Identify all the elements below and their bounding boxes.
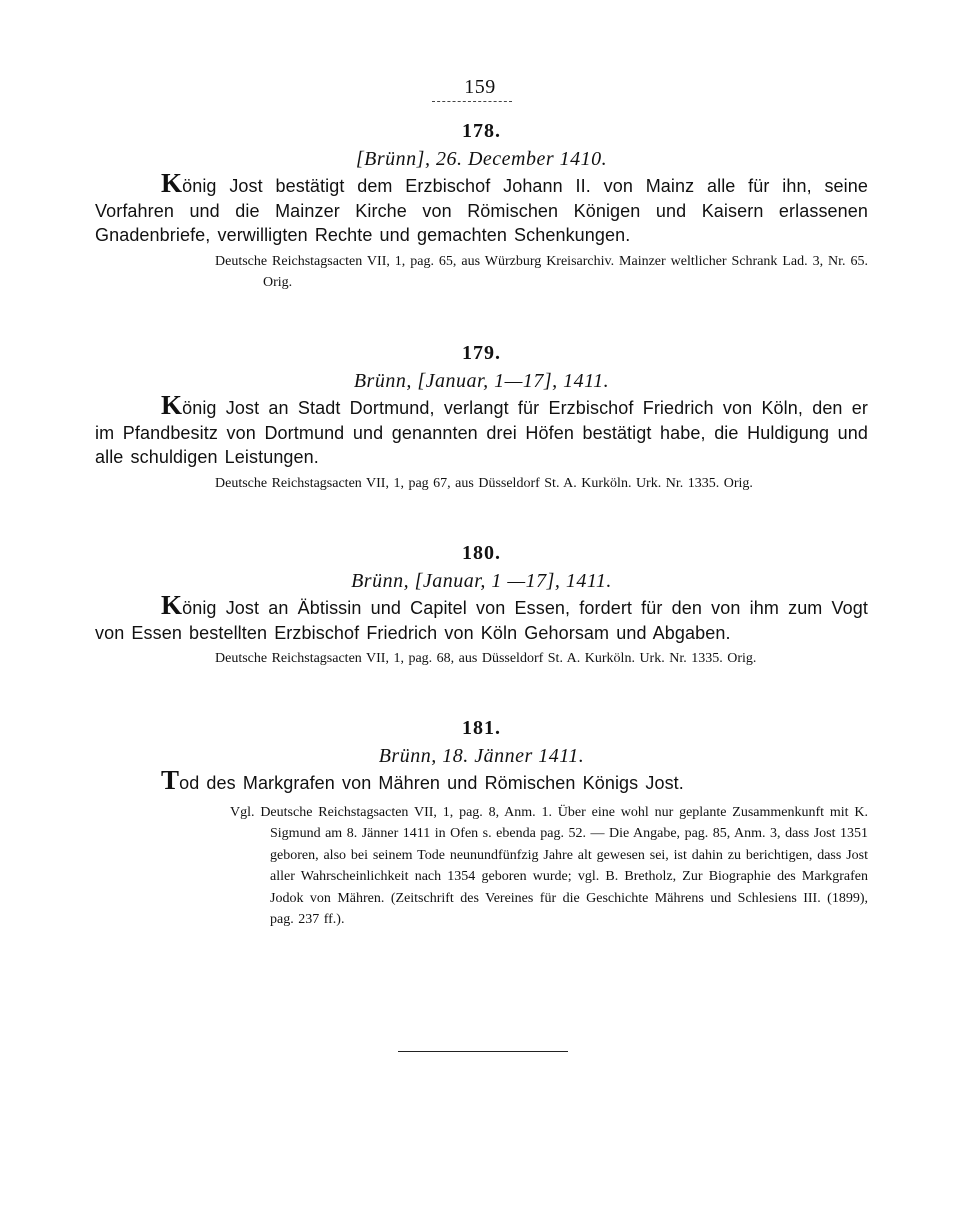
- drop-initial: K: [161, 390, 183, 420]
- entry-regest: [95, 168, 868, 248]
- page-number: 159: [464, 76, 496, 98]
- entry-number: 181.: [462, 717, 501, 739]
- drop-initial: K: [161, 590, 183, 620]
- entry-181: [95, 715, 868, 931]
- regest-text: od des Markgrafen von Mähren und Römischen Königs Jost.: [179, 773, 684, 793]
- entry-179: [95, 340, 868, 494]
- drop-initial: T: [161, 765, 180, 795]
- entry-number: 179.: [462, 342, 501, 364]
- entry-date: [Brünn], 26. December 1410.: [355, 148, 608, 170]
- regest-text: önig Jost bestätigt dem Erzbischof Johann II. von Mainz alle für ihn, seine Vorfahren und die Mainzer Kirche von Römischen Königen und Kaisern erlassenen Gnadenbriefe, verwilligten Rechte und gemachten Schenkungen.: [95, 176, 868, 245]
- regest-text: önig Jost an Stadt Dortmund, verlangt für Erzbischof Friedrich von Köln, den er im Pfandbesitz von Dortmund und genannten drei Höfen bestätigt habe, die Huldigung und alle schuldigen Leistungen.: [95, 398, 868, 467]
- entry-date: Brünn, [Januar, 1—17], 1411.: [353, 370, 610, 392]
- entry-note: Vgl. Deutsche Reichstagsacten VII, 1, pag. 8, Anm. 1. Über eine wohl nur geplante Zusammenkunft mit K. Sigmund am 8. Jänner 1411 in Ofen s. ebenda pag. 52. — Die Angabe, pag. 85, Anm. 3, dass Jost 1351 geboren, also bei seinem Tode neunundfünfzig Jahre alt gewesen sei, ist dahin zu berichtigen, dass Jost aller Wahrscheinlichkeit nach 1354 geboren wurde; vgl. B. Bretholz, Zur Biographie des Markgrafen Jodok von Mähren. (Zeitschrift des Vereines für die Geschichte Mährens und Schlesiens III. (1899), pag. 237 ff.).: [230, 804, 868, 927]
- entry-source: Deutsche Reichstagsacten VII, 1, pag 67, aus Düsseldorf St. A. Kurköln. Urk. Nr. 1335. Orig.: [215, 475, 753, 491]
- entry-date: Brünn, [Januar, 1 —17], 1411.: [351, 570, 612, 592]
- entry-180: [95, 540, 868, 669]
- entry-number: 178.: [462, 120, 501, 142]
- header-rule: [432, 101, 512, 102]
- footer-rule: [398, 1051, 568, 1052]
- entry-regest: [95, 390, 868, 470]
- entry-regest: [95, 590, 868, 645]
- entry-source: Deutsche Reichstagsacten VII, 1, pag. 65, aus Würzburg Kreisarchiv. Mainzer weltlicher Schrank Lad. 3, Nr. 65. Orig.: [215, 253, 868, 290]
- entry-source: Deutsche Reichstagsacten VII, 1, pag. 68, aus Düsseldorf St. A. Kurköln. Urk. Nr. 1335. Orig.: [215, 651, 757, 666]
- entry-regest: [95, 765, 868, 796]
- entry-number: 180.: [462, 542, 501, 564]
- regest-text: önig Jost an Äbtissin und Capitel von Essen, fordert für den von ihm zum Vogt von Essen bestellten Erzbischof Friedrich von Köln Gehorsam und Abgaben.: [95, 598, 868, 643]
- drop-initial: K: [161, 168, 183, 198]
- entry-178: [95, 118, 868, 293]
- entry-date: Brünn, 18. Jänner 1411.: [378, 745, 585, 767]
